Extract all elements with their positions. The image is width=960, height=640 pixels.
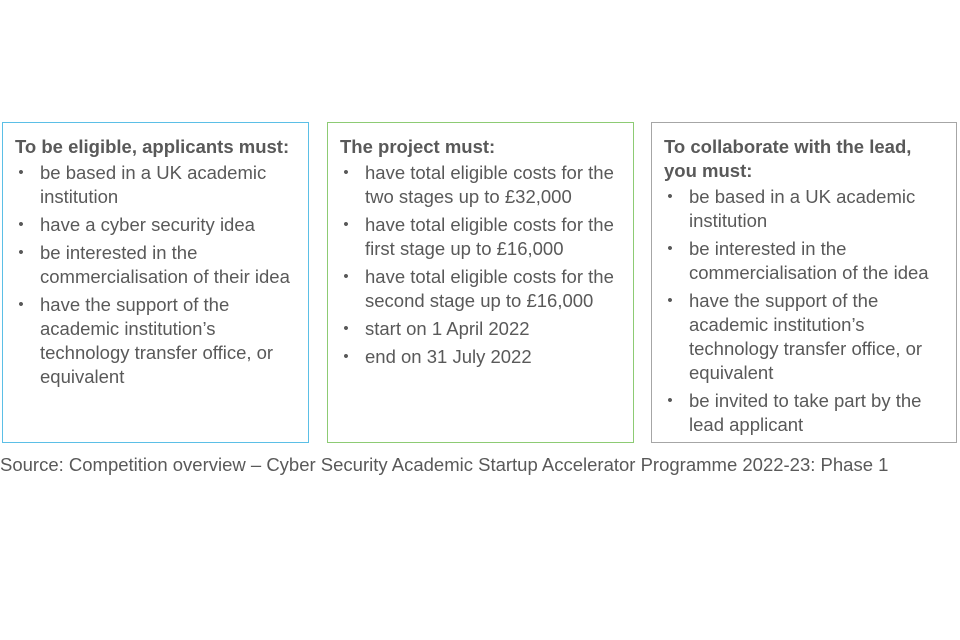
list-item	[340, 213, 621, 261]
bullet-icon: •	[667, 240, 673, 257]
bullet-icon: •	[18, 244, 24, 261]
list-item-text: start on 1 April 2022	[365, 318, 530, 339]
list-item	[15, 213, 296, 237]
bullet-icon: •	[18, 216, 24, 233]
bullet-list	[664, 185, 944, 437]
project-requirements-panel	[327, 122, 634, 443]
list-item-text: be based in a UK academic institution	[40, 162, 267, 207]
bullet-icon: •	[343, 320, 349, 337]
bullet-list	[15, 161, 296, 389]
list-item	[340, 345, 621, 369]
list-item-text: be invited to take part by the lead applicant	[689, 390, 922, 435]
list-item-text: be interested in the commercialisation of their idea	[40, 242, 290, 287]
bullet-icon: •	[343, 216, 349, 233]
bullet-icon: •	[18, 164, 24, 181]
source-note: Source: Competition overview – Cyber Security Academic Startup Accelerator Programme 2022-23: Phase 1	[0, 454, 889, 475]
list-item-text: have total eligible costs for the two stages up to £32,000	[365, 162, 614, 207]
list-item	[664, 237, 944, 285]
list-item-text: be interested in the commercialisation of the idea	[689, 238, 929, 283]
list-item-text: be based in a UK academic institution	[689, 186, 916, 231]
list-item-text: have the support of the academic institution’s technology transfer office, or equivalent	[689, 290, 923, 383]
list-item	[15, 293, 296, 389]
list-item	[340, 265, 621, 313]
bullet-icon: •	[667, 188, 673, 205]
list-item-text: end on 31 July 2022	[365, 346, 532, 367]
list-item-text: have a cyber security idea	[40, 214, 255, 235]
bullet-icon: •	[18, 296, 24, 313]
panel-title: To be eligible, applicants must:	[15, 136, 290, 157]
list-item-text: have total eligible costs for the first stage up to £16,000	[365, 214, 614, 259]
list-item	[15, 241, 296, 289]
bullet-icon: •	[667, 292, 673, 309]
list-item	[664, 289, 944, 385]
bullet-icon: •	[343, 268, 349, 285]
eligibility-panel	[2, 122, 309, 443]
bullet-list	[340, 161, 621, 369]
list-item	[664, 185, 944, 233]
bullet-icon: •	[667, 392, 673, 409]
bullet-icon: •	[343, 164, 349, 181]
bullet-icon: •	[343, 348, 349, 365]
list-item	[340, 161, 621, 209]
collaborator-panel	[651, 122, 957, 443]
panel-title: The project must:	[340, 136, 496, 157]
list-item	[340, 317, 621, 341]
panel-title: To collaborate with the lead, you must:	[664, 136, 912, 181]
list-item	[15, 161, 296, 209]
list-item-text: have the support of the academic institution’s technology transfer office, or equivalent	[40, 294, 274, 387]
list-item	[664, 389, 944, 437]
list-item-text: have total eligible costs for the second stage up to £16,000	[365, 266, 614, 311]
